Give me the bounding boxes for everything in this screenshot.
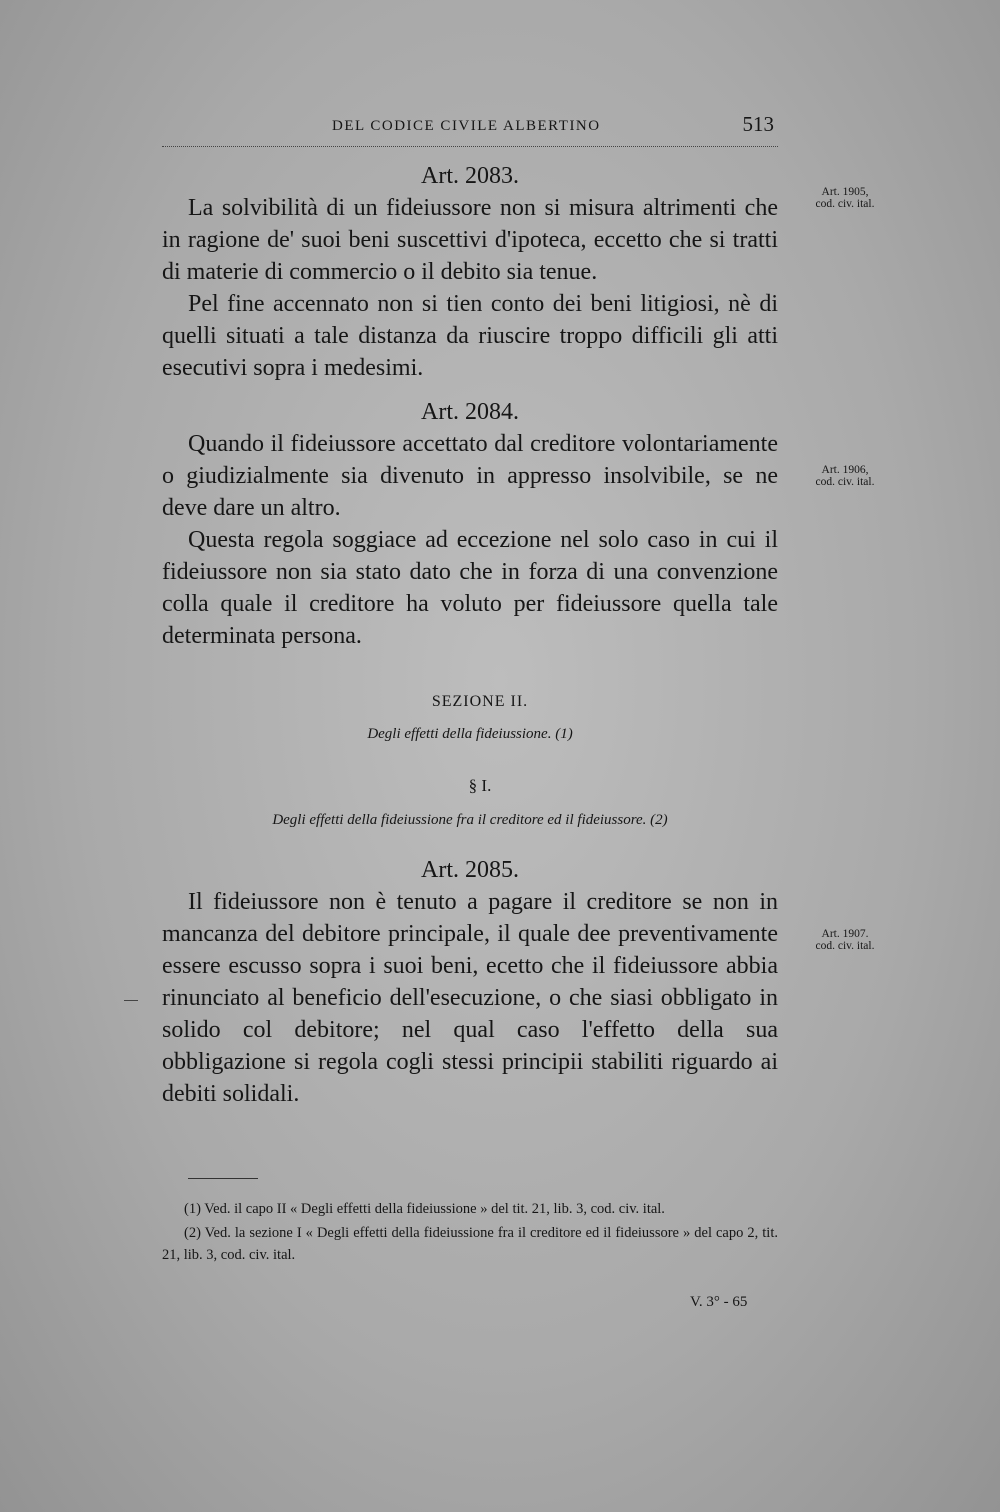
subsection-subtitle: Degli effetti della fideiussione fra il creditore ed il fideiussore. (2) — [272, 812, 668, 828]
signature-mark: V. 3° - 65 — [690, 1294, 748, 1310]
footnote-rule — [188, 1178, 258, 1179]
running-head — [162, 112, 778, 147]
margin-note-2084 — [800, 464, 890, 488]
footnote-2: (2) Ved. la sezione I « Degli effetti della fideiussione fra il creditore ed il fideiussore » del capo 2, tit. 21, lib. 3, cod. civ. ital. — [162, 1225, 778, 1263]
article-title-2084: Art. 2084. — [421, 399, 519, 425]
article-2083-paragraph-2: Pel fine accennato non si tien conto dei beni litigiosi, nè di quelli situati a tale distanza da riuscire troppo difficili gli atti esecutivi sopra i medesimi. — [162, 291, 778, 381]
article-2085-paragraph-1: Il fideiussore non è tenuto a pagare il creditore se non in mancanza del debitore principale, il quale dee preventivamente essere escusso sopra i suoi beni, ecetto che il fideiussore abbia rinunciato al beneficio dell'esecuzione, o che siasi obbligato in solido col debitore; nel qual caso l'effetto della sua obbligazione si regola cogli stessi principii stabiliti riguardo ai debiti solidali. — [162, 889, 778, 1107]
section-subtitle: Degli effetti della fideiussione. (1) — [367, 726, 573, 742]
page-number: 513 — [742, 112, 774, 136]
article-2084-paragraph-2: Questa regola soggiace ad eccezione nel solo caso in cui il fideiussore non sia stato dato che in forza di una convenzione colla quale il creditore ha voluto per fideiussore quella tale determinata persona. — [162, 527, 778, 649]
margin-note-2085 — [800, 928, 890, 952]
margin-note-2085-line2: cod. civ. ital. — [815, 940, 875, 952]
article-2083-paragraph-1: La solvibilità di un fideiussore non si misura altrimenti che in ragione de' suoi beni suscettivi d'ipoteca, eccetto che si tratti di materie di commercio o il debito sia tenue. — [162, 195, 778, 285]
running-title: DEL CODICE CIVILE ALBERTINO — [332, 118, 601, 134]
footnote-1: (1) Ved. il capo II « Degli effetti della fideiussione » del tit. 21, lib. 3, cod. civ. ital. — [184, 1201, 665, 1217]
section-title: SEZIONE II. — [431, 693, 529, 710]
article-2084-paragraph-1: Quando il fideiussore accettato dal creditore volontariamente o giudizialmente sia divenuto in appresso insolvibile, se ne deve dare un altro. — [162, 431, 778, 521]
margin-note-2084-line1: Art. 1906, — [821, 464, 869, 476]
margin-dash — [124, 1000, 138, 1001]
margin-note-2083-line2: cod. civ. ital. — [815, 198, 875, 210]
margin-note-2083-line1: Art. 1905, — [821, 186, 869, 198]
article-title-2083: Art. 2083. — [421, 163, 519, 189]
margin-note-2084-line2: cod. civ. ital. — [815, 476, 875, 488]
margin-note-2085-line1: Art. 1907. — [821, 928, 869, 940]
footnotes — [162, 1198, 778, 1268]
subsection-mark: § I. — [468, 776, 492, 795]
body-text — [162, 160, 778, 1110]
margin-note-2083 — [800, 186, 890, 210]
article-title-2085: Art. 2085. — [421, 857, 519, 883]
